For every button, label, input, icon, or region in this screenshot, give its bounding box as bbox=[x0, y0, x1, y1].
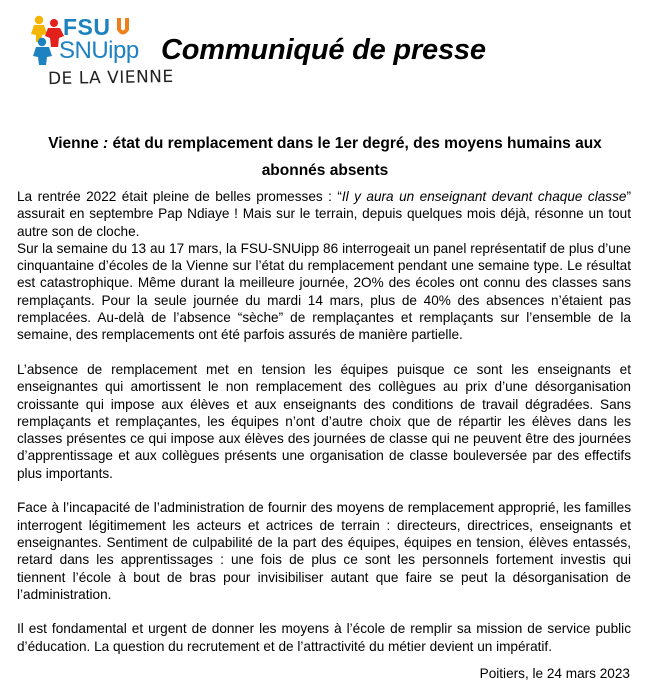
place-date-signature: Poitiers, le 24 mars 2023 bbox=[479, 666, 630, 681]
title-prefix: Vienne bbox=[48, 135, 99, 152]
article-body bbox=[17, 188, 631, 655]
logo-u-mark-icon bbox=[115, 17, 131, 37]
title-separator: : bbox=[98, 135, 113, 152]
paragraph-families: Face à l’incapacité de l’administration de fournir des moyens de remplacement approprié, les familles interrogent légitimement les acteurs et actrices de terrain : directeurs, directrices, enseignants et enseignantes. Sentiment de culpabilité de la part des équipes, équipes en tension, élèves entassés, retard dans les apprentissages : une fois de plus ce sont les personnels fortement investis qui tiennent l’école à bout de bras pour invisibiliser autant que faire se peut la désorganisation de l’administration. bbox=[17, 500, 631, 602]
paragraph-conclusion: Il est fondamental et urgent de donner les moyens à l’école de remplir sa mission de service public d’éducation. La question du recrutement et de l’attractivité du métier devient un impératif. bbox=[17, 621, 631, 654]
paragraph-gap bbox=[17, 482, 631, 499]
paragraph-gap bbox=[17, 344, 631, 361]
logo-snuipp-text: SNUipp bbox=[59, 37, 139, 64]
logo-region-text: DE LA VIENNE bbox=[47, 66, 174, 90]
paragraph-intro bbox=[17, 188, 631, 240]
paragraph-survey: Sur la semaine du 13 au 17 mars, la FSU-SNUipp 86 interrogeait un panel représentatif de plus d’une cinquantaine d’écoles de la Vienne sur l’état du remplacement pendant une semaine type. Le résultat est catastrophique. Même durant la meilleure journée, 2O% des écoles ont connu des classes sans remplaçants. Pour la seule journée du mardi 14 mars, plus de 40% des absences n’étaient pas remplacées. Au-delà de l’absence “sèche” de remplaçantes et remplaçants sur l’ensemble de la semaine, des remplacements ont été parfois assurés de manière partielle. bbox=[17, 240, 631, 343]
press-release-heading: Communiqué de presse bbox=[161, 34, 486, 66]
title-rest: état du remplacement dans le 1er degré, des moyens humains aux abonnés absents bbox=[112, 135, 602, 179]
paragraph-tension: L’absence de remplacement met en tension les équipes puisque ce sont les enseignants et enseignantes qui amortissent le non remplacement des collègues au prix d’une désorganisation croissante qui impose aux élèves et aux enseignants des conditions de travail dégradées. Sans remplaçants et remplaçantes, les équipes n’ont d’autre choix que de répartir les élèves dans les classes présentes ce qui impose aux élèves des journées de classe qui ne peuvent être des journées d’apprentissage et aux collègues présents une organisation de classe bouleversée par des effectifs plus importants. bbox=[17, 361, 631, 481]
paragraph-intro-start: La rentrée 2022 était pleine de belles promesses : “ bbox=[17, 189, 342, 204]
paragraph-intro-end: ” assurait en septembre Pap Ndiaye ! Mais sur le terrain, depuis quelques mois déjà, résonne un tout autre son de cloche. bbox=[17, 189, 631, 239]
logo-fsu-text: FSU bbox=[63, 14, 111, 40]
paragraph-gap bbox=[17, 603, 631, 620]
minister-quote: Il y aura un enseignant devant chaque classe bbox=[341, 189, 627, 204]
fsu-snuipp-logo bbox=[30, 14, 174, 100]
article-title bbox=[40, 130, 610, 184]
